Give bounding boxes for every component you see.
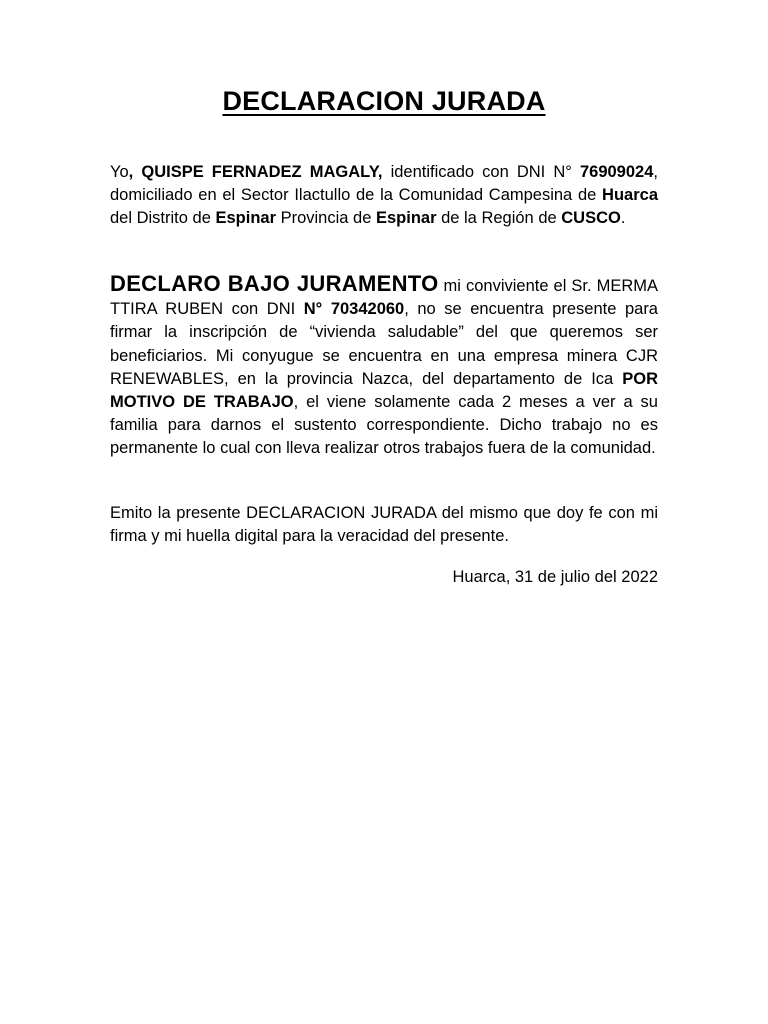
p1-text-yo: Yo [110,163,129,181]
p1-text-provincia: Provincia de [276,209,376,228]
p1-text-distrito: del Distrito de [110,209,216,228]
document-title: DECLARACION JURADA [222,86,546,116]
p1-text-domicilio: , domiciliado en el Sector Ilactullo de la Comunidad Campesina de [110,163,658,205]
partner-dni: N° 70342060 [303,300,405,319]
declaro-heading: DECLARO BAJO JURAMENTO [110,271,439,296]
closing-paragraph: Emito la presente DECLARACION JURADA del mismo que doy fe con mi firma y mi huella digital para la veracidad del presente. [110,504,658,546]
place-date-line: Huarca, 31 de julio del 2022 [452,568,658,586]
p2-text-body: , no se encuentra presente para firmar la inscripción de “vivienda saludable” del que queremos ser beneficiarios. Mi conyugue se encuentra en una empresa minera CJR RENEWABLES, en la provincia Nazca, del departamento de Ica [110,300,658,388]
p1-text-region: de la Región de [436,209,562,228]
p2-text-closing: , el viene solamente cada 2 meses a ver a su familia para darnos el sustento correspondiente. Dicho trabajo no es permanente lo cual con lleva realizar otros trabajos fuera de la comunidad. [110,393,658,458]
work-reason: POR MOTIVO DE TRABAJO [110,369,658,412]
p1-text-identificado: identificado con DNI N° [382,163,580,181]
declaration-paragraph [110,272,658,461]
p1-text-period: . [620,209,626,228]
declarant-name: , QUISPE FERNADEZ MAGALY, [128,163,383,181]
region-name: CUSCO [561,209,621,228]
community-name: Huarca [602,186,658,205]
district-name: Espinar [215,209,276,228]
declarant-dni: 76909024 [579,163,654,181]
province-name: Espinar [375,209,437,228]
declarant-paragraph [110,161,658,231]
p2-text-conviviente: mi conviviente el Sr. MERMA TTIRA RUBEN con DNI [110,277,658,319]
